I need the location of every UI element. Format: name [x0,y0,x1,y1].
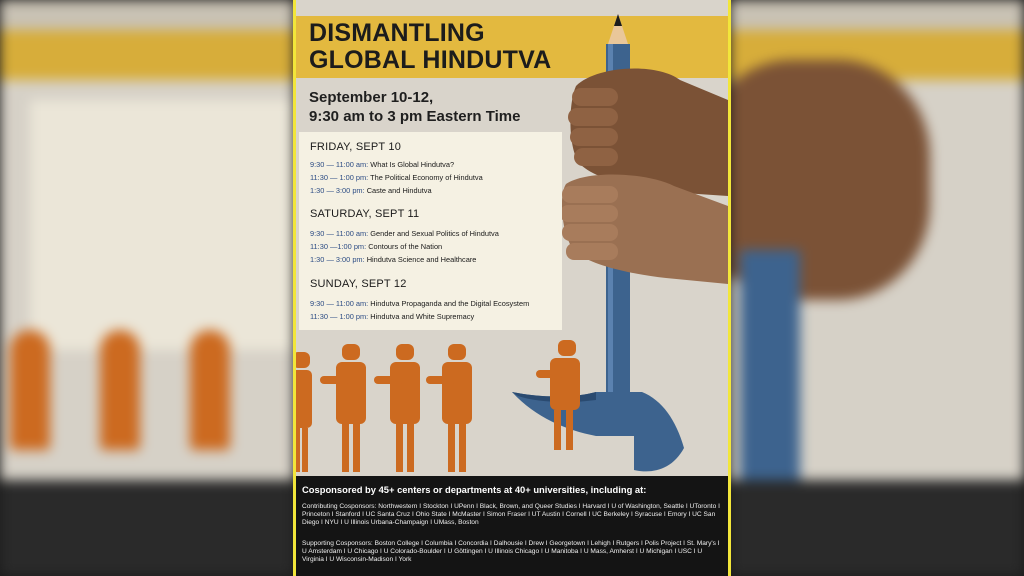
session-time: 9:30 — 11:00 am: [310,160,369,169]
session-topic: Caste and Hindutva [364,186,432,195]
day-heading: SUNDAY, SEPT 12 [310,278,407,290]
session-topic: Hindutva and White Supremacy [368,312,475,321]
raised-fists-illustration [560,69,728,284]
session-time: 11:30 —1:00 pm: [310,242,367,251]
session-row [310,160,454,169]
session-row [310,186,432,195]
session-topic: What Is Global Hindutva? [368,160,455,169]
session-topic: Hindutva Science and Healthcare [364,255,477,264]
session-row [310,312,474,321]
cosponsors-section [296,476,728,576]
poster-title [309,20,551,74]
session-row [310,229,499,238]
contributing-cosponsors: Contributing Cosponsors: Northwestern I Stockton I UPenn I Black, Brown, and Queer Studies I Harvard I U of Washington, Seattle I UToronto I Princeton I Stanford I UC Santa Cruz I Ohio State I McMaster I Simon Fraser I UT Austin I Cornell I UC Berkeley I Syracuse I Emory I UC San Diego I NYU I U Illinois Urbana-Champaign I UMass, Boston [302,503,720,527]
session-row [310,173,483,182]
session-row [310,242,442,251]
day-heading: FRIDAY, SEPT 10 [310,141,402,153]
supporting-cosponsors: Supporting Cosponsors: Boston College I Columbia I Concordia I Dalhousie I Drew I Georgetown I Lehigh I Rutgers I Polis Project I St. Mary's I U Amsterdam I U Chicago I U Colorado-Boulder I U Göttingen I U Illinois Chicago I U Manitoba I U Mass, Amherst I U Michigan I USC I U Virginia I U Wisconsin-Madison I York [302,540,720,564]
dates-line-2: 9:30 am to 3 pm Eastern Time [309,108,521,125]
session-topic: Hindutva Propaganda and the Digital Ecosystem [368,299,530,308]
event-dates [309,88,520,126]
dates-line-1: September 10-12, [309,89,434,106]
blurred-backdrop-left [0,0,294,576]
session-time: 9:30 — 11:00 am: [310,229,369,238]
blurred-backdrop-right [730,0,1024,576]
session-topic: Contours of the Nation [366,242,443,251]
session-topic: Gender and Sexual Politics of Hindutva [368,229,499,238]
session-time: 11:30 — 1:00 pm: [310,312,369,321]
session-time: 1:30 — 3:00 pm: [310,186,365,195]
event-poster [293,0,731,576]
session-topic: The Political Economy of Hindutva [368,173,483,182]
day-heading: SATURDAY, SEPT 11 [310,208,420,220]
cosponsors-heading: Cosponsored by 45+ centers or departments at 40+ universities, including at: [302,484,647,495]
session-row [310,299,529,308]
session-row [310,255,476,264]
title-line-2: GLOBAL HINDUTVA [309,46,552,74]
session-time: 11:30 — 1:00 pm: [310,173,369,182]
session-time: 9:30 — 11:00 am: [310,299,369,308]
schedule-panel [299,132,562,330]
title-line-1: DISMANTLING [309,19,485,47]
session-time: 1:30 — 3:00 pm: [310,255,365,264]
